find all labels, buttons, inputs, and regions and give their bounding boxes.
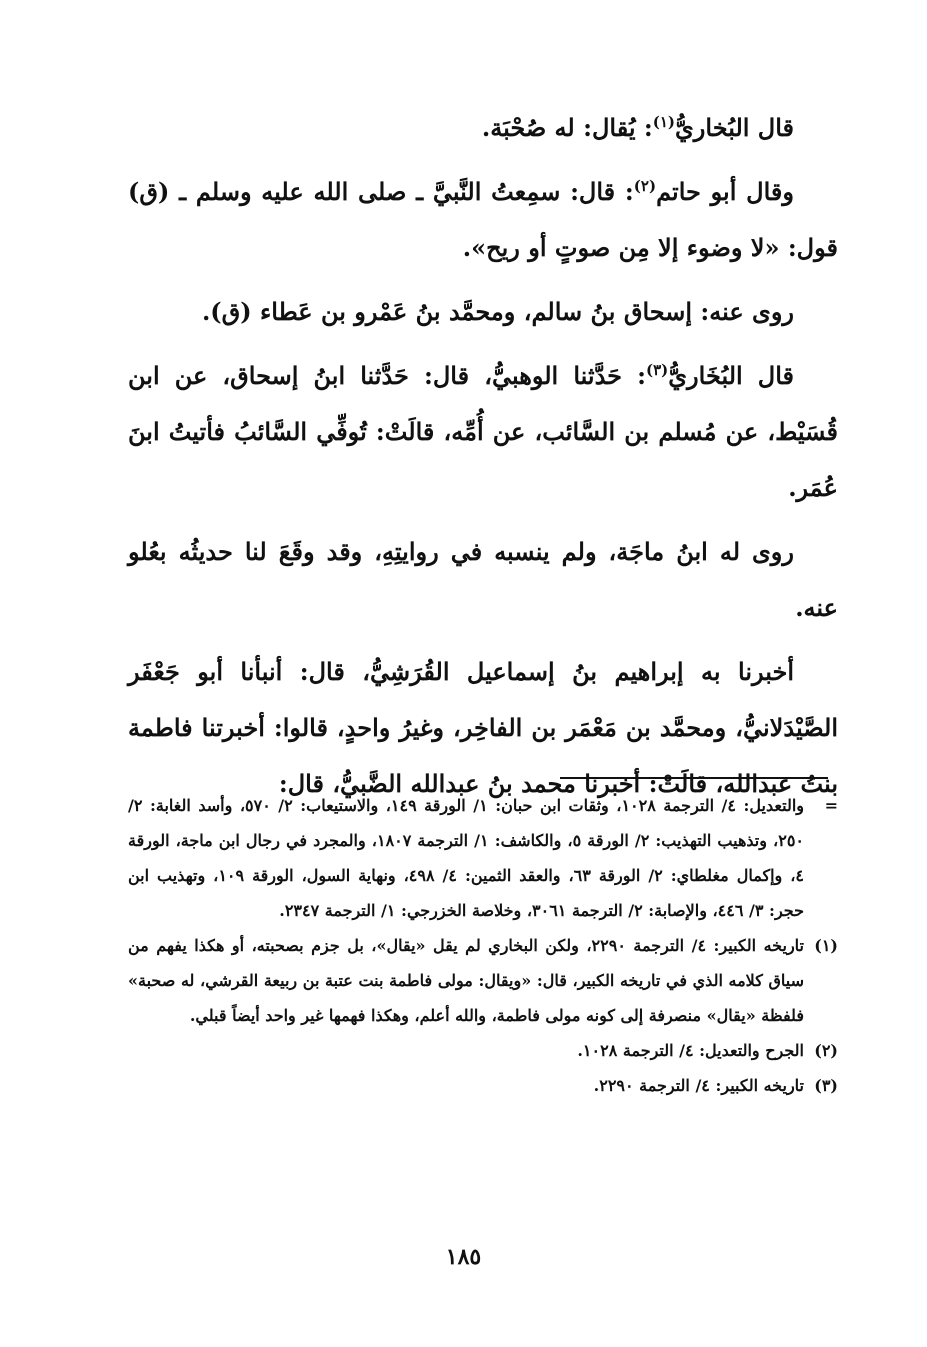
footnote-2: [128, 1033, 838, 1068]
footnote-text: والتعديل: ٤/ الترجمة ١٠٢٨، وثقات ابن حبان: ١/ الورقة ١٤٩، والاستيعاب: ٢/ ٥٧٠، وأسد الغابة: ٢/ ٢٥٠، وتذهيب التهذيب: ٢/ الورقة ٥، والكاشف: ١/ الترجمة ١٨٠٧، والمجرد في رجال ابن ماجة، الورقة ٤، وإكمال مغلطاي: ٢/ الورقة ٦٣، والعقد الثمين: ٤/ ٤٩٨، ونهاية السول، الورقة ١٠٩، وتهذيب ابن حجر: ٣/ ٤٤٦، والإصابة: ٢/ الترجمة ٣٠٦١، وخلاصة الخزرجي: ١/ الترجمة ٢٣٤٧.: [128, 796, 805, 920]
footnote-continued: [128, 788, 838, 928]
footnote-1: [128, 928, 838, 1033]
paragraph-4: قال البُخَاريُّ$^{(٣)}$: حَدَّثنا الوهبيُّ، قال: حَدَّثنا ابنُ إسحاق، عن ابن قُسَيْط، عن مُسلم بن السَّائب، عن أُمِّه، قالَتْ: تُوفِّي السَّائبُ فأتيتُ ابنَ عُمَر.: [128, 361, 838, 502]
footnote-separator: [560, 777, 828, 779]
footnote-mark: (٢): [814, 1041, 838, 1060]
footnote-mark: (٣): [814, 1076, 838, 1095]
footnote-text: الجرح والتعديل: ٤/ الترجمة ١٠٢٨.: [577, 1041, 804, 1060]
footnote-mark: =: [824, 796, 838, 815]
footnotes: [128, 788, 838, 1103]
paragraph-1: قال البُخاريُّ$^{(١)}$: يُقال: له صُحْبَة.: [481, 113, 794, 142]
footnote-ref-2[interactable]: (٢): [633, 177, 657, 195]
paragraph-6: أخبرنا به إبراهيم بنُ إسماعيل القُرَشِيُّ، قال: أنبأنا أبو جَعْفَر الصَّيْدَلانيُّ، ومحمَّد بن مَعْمَر بن الفاخِر، وغيرُ واحدٍ، قالوا: أخبرتنا فاطمة بنتُ عبدالله، قالَتْ: أخبرنا محمد بنُ عبدالله الضَّبيُّ، قال:: [128, 657, 838, 798]
paragraph-2: وقال أبو حاتم$^{(٢)}$: قال: سمِعتُ النَّبيَّ ـ صلى الله عليه وسلم ـ (ق) قول: «لا وضوء إلا مِن صوتٍ أو ريح».: [128, 177, 838, 262]
footnote-text: تاريخه الكبير: ٤/ الترجمة ٢٢٩٠، ولكن البخاري لم يقل «يقال»، بل جزم بصحبته، أو هكذا يفهم من سياق كلامه الذي في تاريخه الكبير، قال: «ويقال: مولى فاطمة بنت عتبة بن ربيعة القرشي، له صحبة» فلفظة «يقال» منصرفة إلى كونه مولى فاطمة، والله أعلم، وهكذا فهمها غير واحد أيضاً قبلي.: [128, 936, 804, 1025]
paragraph-3: روى عنه: إسحاق بنُ سالم، ومحمَّد بنُ عَمْرو بن عَطاء (ق).: [201, 297, 794, 326]
page-number: ١٨٥: [445, 1244, 482, 1270]
footnote-ref-1[interactable]: (١): [652, 113, 676, 131]
main-text: [128, 100, 838, 820]
footnote-3: [128, 1068, 838, 1103]
footnote-text: تاريخه الكبير: ٤/ الترجمة ٢٢٩٠.: [593, 1076, 804, 1095]
footnote-mark: (١): [814, 936, 838, 955]
paragraph-5: روى له ابنُ ماجَة، ولم ينسبه في روايتِهِ، وقد وقَعَ لنا حديثُه بعُلو عنه.: [128, 537, 838, 622]
footnote-ref-3[interactable]: (٣): [645, 361, 669, 379]
